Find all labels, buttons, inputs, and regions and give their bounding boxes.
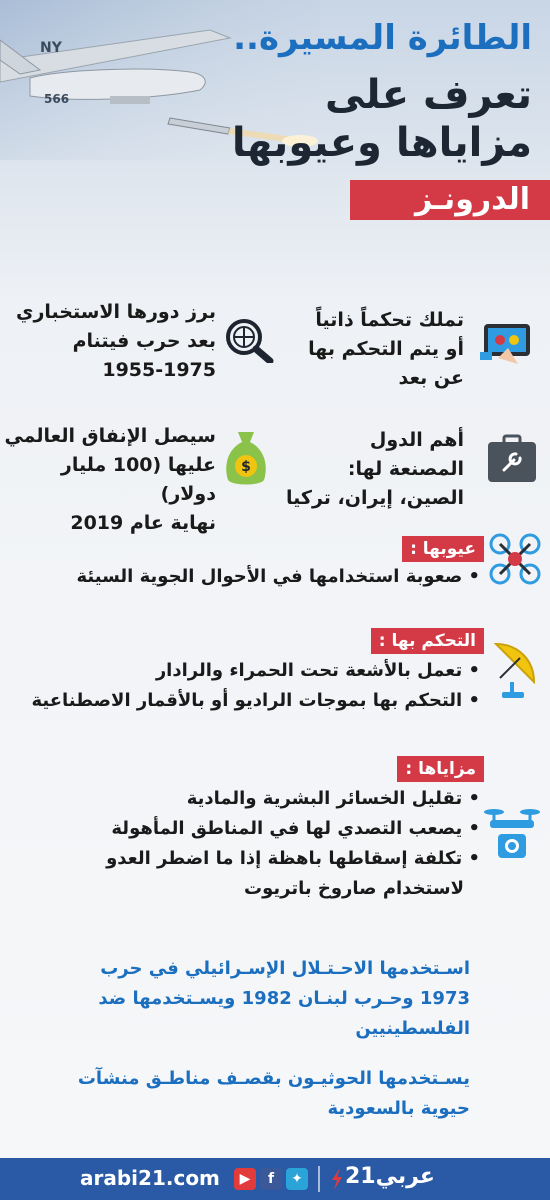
advantages-label: مزاياها :: [397, 756, 484, 782]
fact-makers-line3: الصين، إيران، تركيا: [286, 487, 464, 509]
list-item: • يصعب التصدي لها في المناطق المأهولة: [106, 814, 480, 844]
facebook-icon[interactable]: f: [260, 1168, 282, 1190]
list-item: • تعمل بالأشعة تحت الحمراء والرادار: [31, 656, 480, 686]
fact-recon-line3: 1955-1975: [102, 359, 216, 381]
fact-makers: [286, 426, 464, 513]
camera-drone-icon: [482, 804, 542, 864]
logo-mark-icon: [330, 1168, 344, 1190]
fact-spending: [0, 422, 216, 538]
fact-makers-line1: أهم الدول: [369, 429, 464, 451]
fact-control-line1: تملك تحكماً ذاتياً: [315, 309, 464, 331]
svg-text:$: $: [241, 459, 251, 475]
advantages-list: [106, 784, 480, 904]
fact-control-line3: عن بعد: [398, 367, 464, 389]
control-label: التحكم بها :: [371, 628, 484, 654]
money-bag-icon: [222, 428, 270, 488]
quadcopter-icon: [488, 532, 542, 586]
fact-recon-line2: بعد حرب فيتنام: [72, 330, 216, 352]
disadvantages-label: عيوبها :: [402, 536, 484, 562]
list-item: • صعوبة استخدامها في الأحوال الجوية السيئة: [76, 562, 480, 592]
header: [0, 0, 550, 200]
footer-divider: [318, 1166, 320, 1192]
fact-makers-line2: المصنعة لها:: [347, 458, 464, 480]
footer: [0, 1158, 550, 1200]
list-item: • تكلفة إسقاطها باهظة إذا ما اضطر العدو: [106, 844, 480, 874]
list-item-continuation: لاستخدام صاروخ باتريوت: [244, 878, 464, 899]
title-line-1: الطائرة المسيرة..: [233, 18, 532, 58]
control-list: [31, 656, 480, 716]
drones-banner: الدرونـز: [350, 180, 550, 220]
note-houthi: يسـتخدمها الحوثيـون بقصـف مناطـق منشآت حيوية بالسعودية: [77, 1068, 470, 1119]
fact-control: [308, 306, 464, 393]
title-line-2: تعرف على: [325, 72, 532, 118]
site-link[interactable]: arabi21.com: [80, 1166, 220, 1190]
fact-spending-line3: نهاية عام 2019: [70, 512, 216, 534]
title-line-3: مزاياها وعيوبها: [231, 120, 532, 166]
fact-control-line2: أو يتم التحكم بها: [308, 338, 464, 360]
drone-tail-text: NY: [40, 40, 62, 56]
list-item: • التحكم بها بموجات الراديو أو بالأقمار الاصطناعية: [31, 686, 480, 716]
toolbox-icon: [486, 432, 538, 484]
list-item: • تقليل الخسائر البشرية والمادية: [106, 784, 480, 814]
satellite-dish-icon: [490, 636, 540, 700]
drone-number: 566: [44, 92, 70, 106]
phone-control-icon: [478, 318, 536, 370]
youtube-icon[interactable]: ▶: [234, 1168, 256, 1190]
fact-recon: [16, 298, 216, 385]
note-israel: اسـتخدمها الاحـتـلال الإسـرائيلي في حرب 1973 وحـرب لبنـان 1982 ويسـتخدمها ضد الفلسطينيين: [98, 958, 470, 1039]
logo[interactable]: عربي21: [345, 1164, 435, 1189]
fact-spending-line1: سيصل الإنفاق العالمي: [4, 425, 216, 447]
fact-spending-line2: عليها (100 مليار دولار): [60, 454, 216, 505]
fact-recon-line1: برز دورها الاستخباري: [16, 301, 216, 323]
disadvantages-list: [76, 562, 480, 592]
globe-magnifier-icon: [222, 315, 278, 363]
twitter-icon[interactable]: ✦: [286, 1168, 308, 1190]
